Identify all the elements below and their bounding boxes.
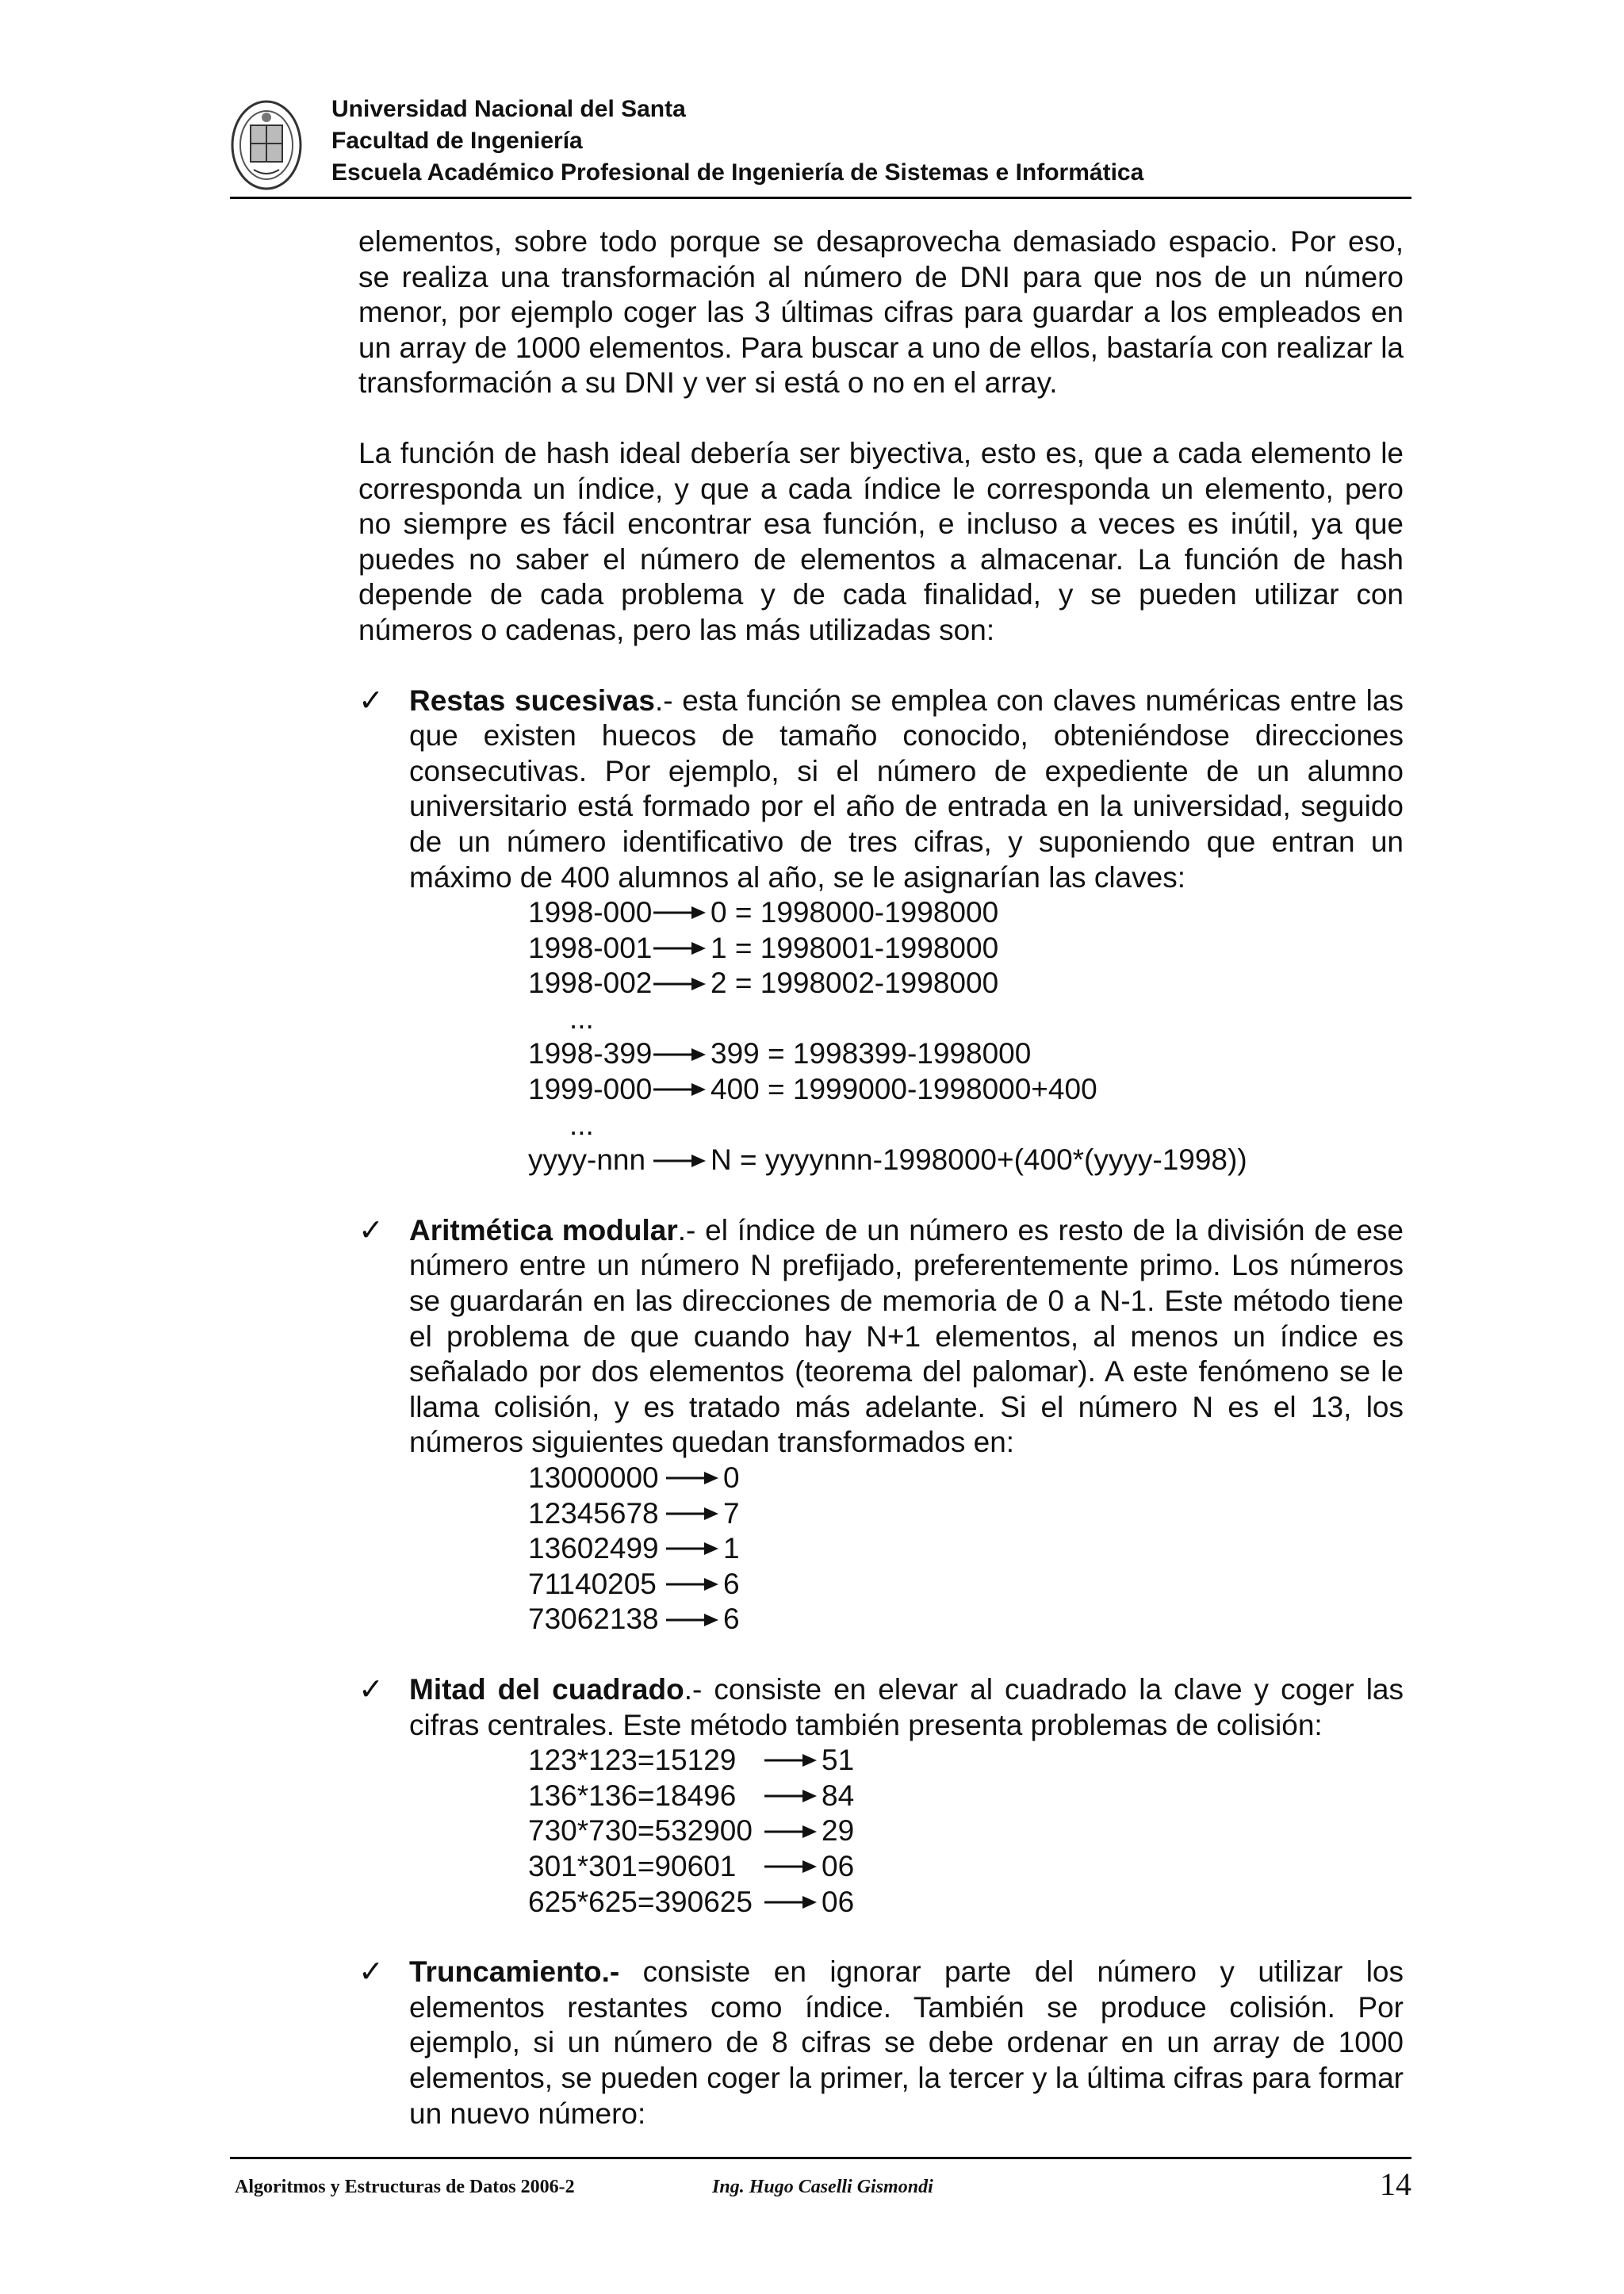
arrow-right-icon: [764, 1824, 817, 1840]
list-item: [528, 931, 1404, 967]
paragraph-1: elementos, sobre todo porque se desaprovecha demasiado espacio. Por eso, se realiza una transformación al número de DNI para que nos de un número menor, por ejemplo coger las 3 últimas cifras para guardar a los empleados en un array de 1000 elementos. Para buscar a uno de ellos, bastaría con realizar la transformación a su DNI y ver si está o no en el array.: [358, 225, 1404, 400]
value: 06: [822, 1849, 855, 1882]
key: 12345678: [528, 1496, 659, 1530]
list-item: [528, 1143, 1404, 1178]
value: 51: [822, 1744, 855, 1777]
list-item: [528, 1849, 1404, 1885]
arrow-right-icon: [653, 940, 706, 956]
arrow-right-icon: [764, 1859, 817, 1875]
author-name: Ing. Hugo Caselli Gismondi: [712, 2177, 933, 2197]
value: 2 = 1998002-1998000: [710, 967, 999, 1000]
key: 1998-000: [528, 896, 653, 929]
key: 136*136=18496: [528, 1779, 737, 1812]
bullet-title: Aritmética modular: [409, 1213, 678, 1247]
page-content: [358, 224, 1404, 2131]
value: 84: [822, 1779, 855, 1812]
checkmark-icon: ✓: [358, 1955, 384, 1990]
ellipsis: ...: [569, 1001, 594, 1035]
bullet-text: [409, 684, 1404, 896]
school-name: Escuela Académico Profesional de Ingeniería de Sistemas e Informática: [331, 159, 1144, 186]
faculty-name: Facultad de Ingeniería: [331, 128, 583, 154]
checkmark-icon: ✓: [358, 1213, 384, 1247]
bullet-title: Restas sucesivas: [409, 684, 655, 717]
paragraph-2: La función de hash ideal debería ser biyectiva, esto es, que a cada elemento le corresponda un índice, y que a cada índice le corresponda un elemento, pero no siempre es fácil encontrar esa función, e incluso a veces es inútil, ya que puedes no saber el número de elementos a almacenar. La función de hash depende de cada problema y de cada finalidad, y se pueden utilizar con números o cadenas, pero las más utilizadas son:: [358, 436, 1404, 646]
arrow-right-icon: [653, 1153, 706, 1169]
arrow-right-icon: [653, 1082, 706, 1097]
key: 625*625=390625: [528, 1885, 753, 1918]
value: 29: [822, 1814, 855, 1848]
value: 6: [723, 1603, 740, 1636]
bullet-body: consiste en ignorar parte del número y utilizar los elementos restantes como índice. También se produce colisión. Por ejemplo, si un número de 8 cifras se debe ordenar en un array de 1000 elementos, se pueden coger la primer, la tercer y la última cifras para formar un nuevo número:: [409, 1955, 1404, 2130]
key: 13000000: [528, 1461, 659, 1494]
list-item: [528, 1743, 1404, 1779]
ellipsis: ...: [569, 1108, 594, 1141]
university-name: Universidad Nacional del Santa: [331, 96, 686, 122]
value: 399 = 1998399-1998000: [710, 1037, 1032, 1070]
header-text: [331, 94, 1143, 189]
page-footer: [230, 2157, 1411, 2202]
value: 6: [723, 1567, 740, 1600]
list-item: [528, 1779, 1404, 1814]
arrow-right-icon: [764, 1894, 817, 1910]
cuadrado-list: [409, 1743, 1404, 1920]
list-item: [528, 1496, 1404, 1532]
bullet-aritmetica-modular: [358, 1213, 1404, 1637]
list-item: [528, 1567, 1404, 1603]
arrow-right-icon: [764, 1752, 817, 1768]
arrow-right-icon: [764, 1788, 817, 1804]
modular-list: [409, 1461, 1404, 1637]
page-number: 14: [1380, 2166, 1411, 2202]
list-item: [528, 1072, 1404, 1108]
arrow-right-icon: [666, 1576, 718, 1592]
bullet-mitad-del-cuadrado: [358, 1672, 1404, 1920]
arrow-right-icon: [653, 1047, 706, 1063]
key: 1998-001: [528, 931, 653, 964]
checkmark-icon: ✓: [358, 684, 384, 718]
value: 7: [723, 1496, 740, 1530]
value: N = yyyynnn-1998000+(400*(yyyy-1998)): [710, 1143, 1247, 1177]
bullet-restas-sucesivas: [358, 684, 1404, 1178]
bullet-text: [409, 1955, 1404, 2131]
list-item: [528, 1036, 1404, 1072]
bullet-title: Truncamiento.-: [409, 1955, 620, 1989]
list-item: [528, 1531, 1404, 1567]
value: 0: [723, 1461, 740, 1494]
value: 1 = 1998001-1998000: [710, 931, 999, 964]
key: 123*123=15129: [528, 1744, 737, 1777]
restas-list: [409, 895, 1404, 1178]
value: 1: [723, 1532, 740, 1565]
arrow-right-icon: [666, 1612, 718, 1628]
bullet-body: .- el índice de un número es resto de la división de ese número entre un número N prefijado, preferentemente primo. Los números se guardarán en las direcciones de memoria de 0 a N-1. Este método tiene el problema de que cuando hay N+1 elementos, al menos un índice es señalado por dos elementos (teorema del palomar). A este fenómeno se le llama colisión, y es tratado más adelante. Si el número N es el 13, los números siguientes quedan transformados en:: [409, 1213, 1404, 1459]
key: 1998-399: [528, 1037, 653, 1070]
arrow-right-icon: [666, 1470, 718, 1486]
bullet-body: .- esta función se emplea con claves numéricas entre las que existen huecos de tamaño conocido, obteniéndose direcciones consecutivas. Por ejemplo, si el número de expediente de un alumno universitario está formado por el año de entrada en la universidad, seguido de un número identificativo de tres cifras, y suponiendo que entran un máximo de 400 alumnos al año, se le asignarían las claves:: [409, 684, 1404, 894]
arrow-right-icon: [653, 976, 706, 992]
key: 1998-002: [528, 967, 653, 1000]
checkmark-icon: ✓: [358, 1672, 384, 1706]
key: 71140205: [528, 1567, 657, 1600]
university-seal-icon: [230, 98, 303, 192]
list-item: [528, 966, 1404, 1001]
list-item: [528, 1813, 1404, 1849]
bullet-body: .- consiste en elevar al cuadrado la clave y coger las cifras centrales. Este método también presenta problemas de colisión:: [409, 1672, 1404, 1741]
arrow-right-icon: [666, 1506, 718, 1522]
bullet-text: [409, 1213, 1404, 1461]
list-item: [528, 1602, 1404, 1637]
value: 06: [822, 1885, 855, 1918]
key: 13602499: [528, 1532, 659, 1565]
key: 73062138: [528, 1603, 659, 1636]
bullet-title: Mitad del cuadrado: [409, 1672, 684, 1706]
list-item: [528, 895, 1404, 931]
key: yyyy-nnn: [528, 1143, 646, 1177]
bullet-text: [409, 1672, 1404, 1743]
bullet-truncamiento: [358, 1955, 1404, 2131]
value: 400 = 1999000-1998000+400: [710, 1073, 1097, 1106]
page-header: [230, 94, 1411, 199]
course-name: Algoritmos y Estructuras de Datos 2006-2: [235, 2177, 575, 2197]
key: 1999-000: [528, 1073, 653, 1106]
list-item: [528, 1885, 1404, 1921]
key: 730*730=532900: [528, 1814, 753, 1848]
value: 0 = 1998000-1998000: [710, 896, 999, 929]
key: 301*301=90601: [528, 1849, 737, 1882]
list-item: [528, 1461, 1404, 1496]
arrow-right-icon: [666, 1541, 718, 1557]
arrow-right-icon: [653, 905, 706, 921]
